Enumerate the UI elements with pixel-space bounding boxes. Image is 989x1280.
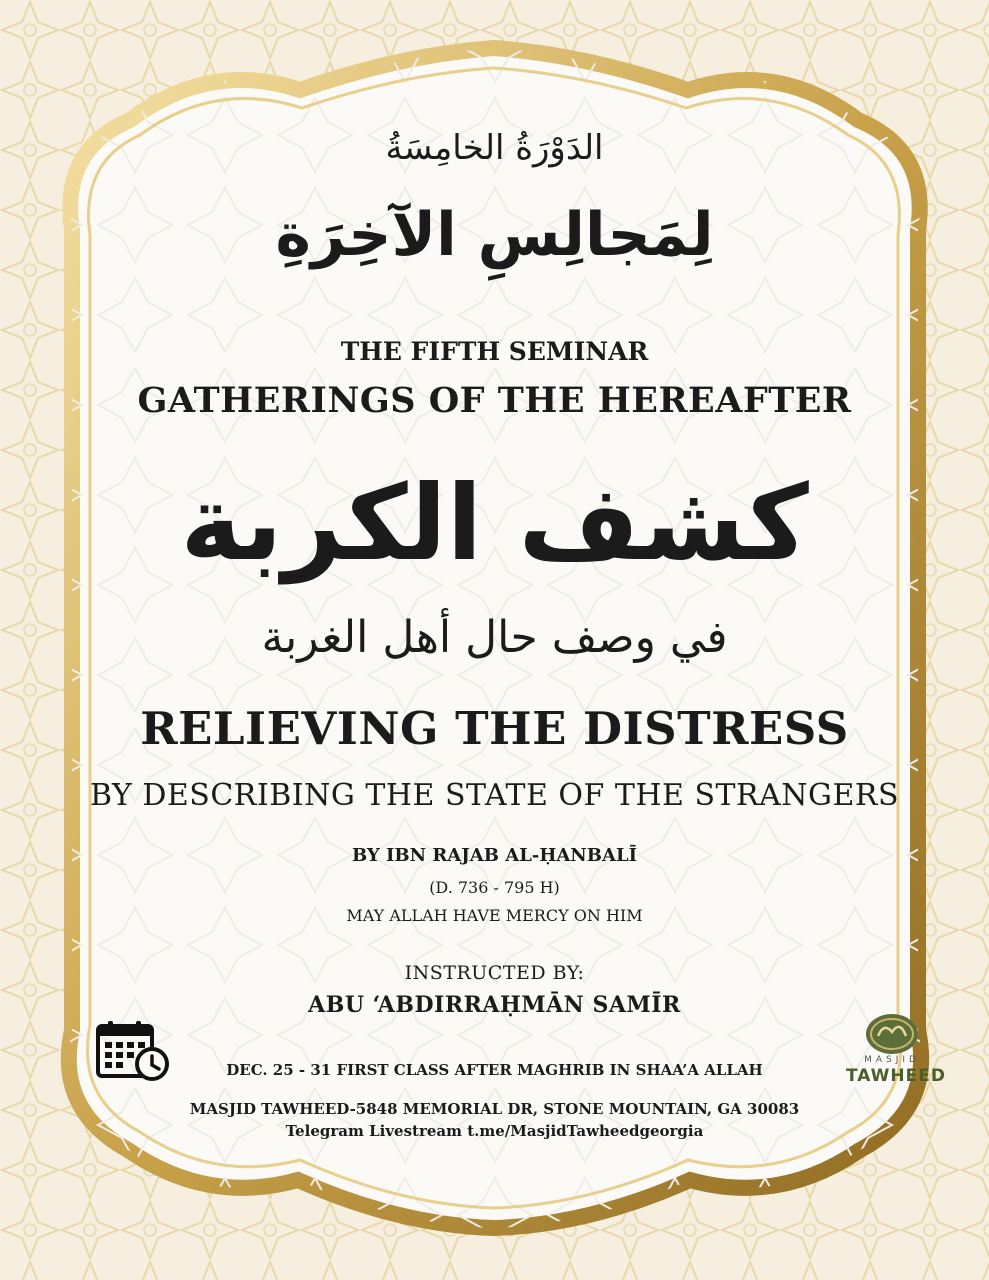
instructed-by-label: INSTRUCTED BY: [404, 962, 585, 984]
book-subtitle: BY DESCRIBING THE STATE OF THE STRANGERS [89, 778, 900, 813]
logo-label-tawheed: TAWHEED [846, 1066, 946, 1086]
calendar-clock-icon [96, 1020, 172, 1082]
arabic-book-title: كشف الكربة [180, 462, 809, 584]
event-schedule: DEC. 25 - 31 FIRST CLASS AFTER MAGHRIB IN SHAA’A ALLAH [226, 1061, 763, 1079]
author-line: BY IBN RAJAB AL-ḤANBALĪ [351, 845, 638, 866]
book-title: RELIEVING THE DISTRESS [140, 702, 849, 755]
arabic-seminar-title: لِمَجالِسِ الآخِرَةِ [275, 200, 714, 270]
arabic-book-subtitle: في وصف حال أهل الغربة [261, 612, 728, 663]
instructor-name: ABU ‘ABDIRRAḤMĀN SAMĪR [308, 992, 681, 1018]
logo-label-masjid: MASJID [864, 1055, 920, 1065]
mercy-line: MAY ALLAH HAVE MERCY ON HIM [346, 906, 643, 925]
event-address: MASJID TAWHEED-5848 MEMORIAL DR, STONE MOUNTAIN, GA 30083 [189, 1100, 800, 1118]
livestream-link[interactable]: Telegram Livestream t.me/MasjidTawheedgeorgia [285, 1122, 704, 1140]
seminar-kicker: THE FIFTH SEMINAR [340, 337, 649, 366]
arabic-seminar-kicker: الدَوْرَةُ الخامِسَةُ [385, 128, 604, 168]
author-dates: (D. 736 - 795 H) [429, 878, 560, 897]
seminar-title: GATHERINGS OF THE HEREAFTER [137, 380, 852, 421]
